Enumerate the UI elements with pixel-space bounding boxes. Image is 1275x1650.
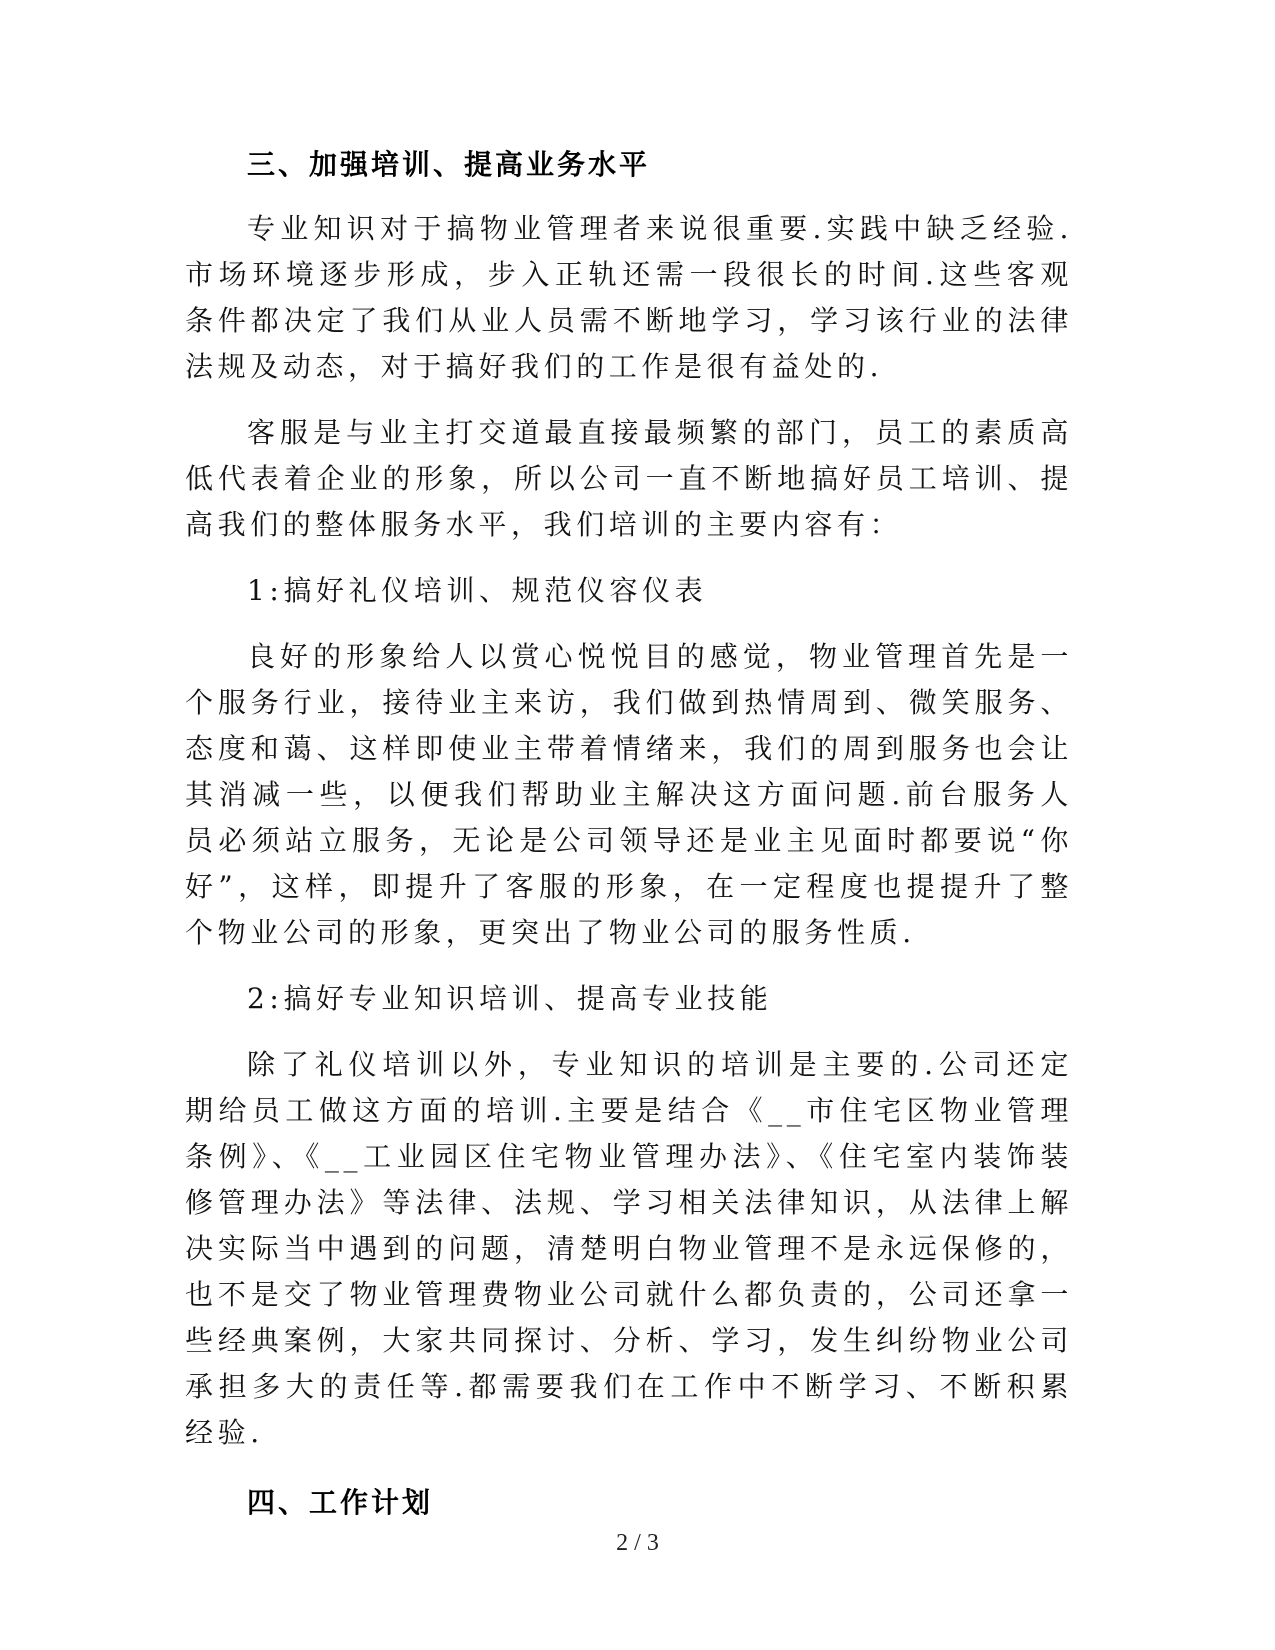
paragraph-etiquette: 良好的形象给人以赏心悦悦目的感觉，物业管理首先是一个服务行业，接待业主来访，我们做到热情周到、微笑服务、态度和蔼、这样即使业主带着情绪来，我们的周到服务也会让其消减一些，以便我们帮助业主解决这方面问题.前台服务人员必须站立服务，无论是公司领导还是业主见面时都要说“你好”，这样，即提升了客服的形象，在一定程度也提提升了整个物业公司的形象，更突出了物业公司的服务性质.: [185, 640, 1073, 949]
paragraph-professional-knowledge: 专业知识对于搞物业管理者来说很重要.实践中缺乏经验.市场环境逐步形成，步入正轨还需一段很长的时间.这些客观条件都决定了我们从业人员需不断地学习，学习该行业的法律法规及动态，对于搞好我们的工作是很有益处的.: [185, 212, 1073, 383]
document-body: [185, 142, 1073, 1526]
paragraph-skills: 除了礼仪培训以外，专业知识的培训是主要的.公司还定期给员工做这方面的培训.主要是结合《__市住宅区物业管理条例》、《__工业园区住宅物业管理办法》、《住宅室内装饰装修管理办法》等法律、法规、学习相关法律知识，从法律上解决实际当中遇到的问题，清楚明白物业管理不是永远保修的，也不是交了物业管理费物业公司就什么都负责的，公司还拿一些经典案例，大家共同探讨、分析、学习，发生纠纷物业公司承担多大的责任等.都需要我们在工作中不断学习、不断积累经验.: [185, 1048, 1074, 1449]
section-heading-4: 四、工作计划: [247, 1486, 434, 1519]
paragraph-customer-service: 客服是与业主打交道最直接最频繁的部门，员工的素质高低代表着企业的形象，所以公司一直不断地搞好员工培训、提高我们的整体服务水平，我们培训的主要内容有：: [185, 416, 1073, 541]
section-heading-3: 三、加强培训、提高业务水平: [247, 148, 651, 181]
subheading-etiquette-training: 1:搞好礼仪培训、规范仪容仪表: [247, 574, 708, 607]
page-number: 2 / 3: [616, 1530, 659, 1556]
subheading-skills-training: 2:搞好专业知识培训、提高专业技能: [247, 982, 773, 1015]
